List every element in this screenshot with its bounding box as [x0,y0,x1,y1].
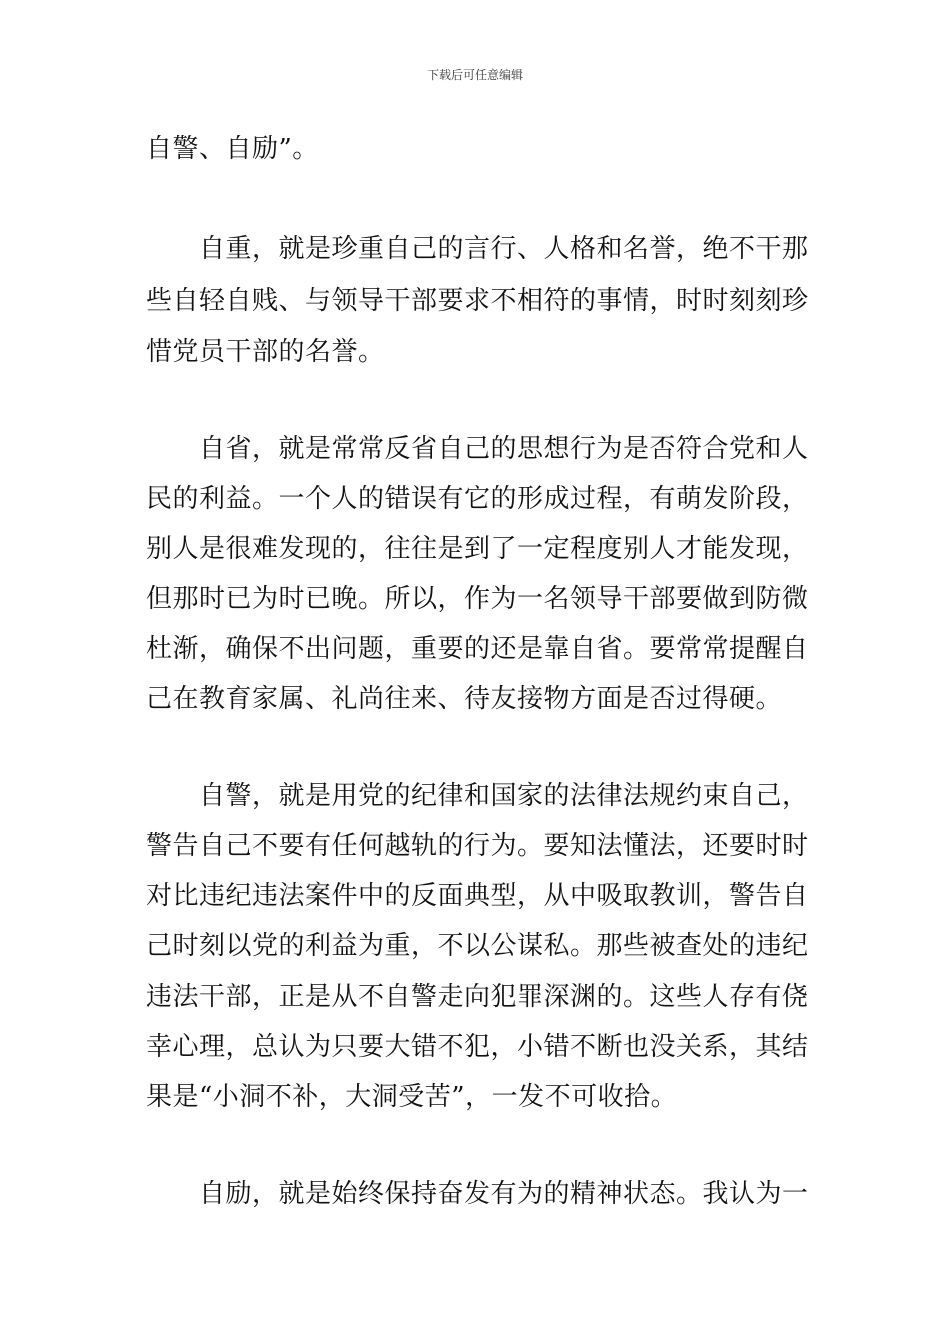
text-line: 杜渐，确保不出问题，重要的还是靠自省。要常常提醒自 [146,634,809,664]
text-line: 惜党员干部的名誉。 [146,337,385,367]
text-line: 别人是很难发现的，往往是到了一定程度别人才能发现， [146,534,809,564]
text-line: 对比违纪违法案件中的反面典型，从中吸取教训，警告自 [146,881,809,911]
text-line: 果是“小洞不补，大洞受苦”，一发不可收拾。 [146,1082,678,1112]
text-line: 自警，就是用党的纪律和国家的法律法规约束自己， [146,781,809,811]
text-line: 警告自己不要有任何越轨的行为。要知法懂法，还要时时 [146,831,809,861]
text-line: 自励，就是始终保持奋发有为的精神状态。我认为一 [146,1179,809,1209]
text-line: 自警、自励”。 [146,134,319,164]
text-line: 些自轻自贱、与领导干部要求不相符的事情，时时刻刻珍 [146,286,809,316]
text-line: 己在教育家属、礼尚往来、待友接物方面是否过得硬。 [146,684,783,714]
text-line: 自重，就是珍重自己的言行、人格和名誉，绝不干那 [146,234,809,264]
text-line: 己时刻以党的利益为重，不以公谋私。那些被查处的违纪 [146,931,809,961]
text-line: 违法干部，正是从不自警走向犯罪深渊的。这些人存有侥 [146,982,809,1012]
text-line: 幸心理，总认为只要大错不犯，小错不断也没关系，其结 [146,1032,809,1062]
page-header-note: 下载后可任意编辑 [426,68,523,82]
text-line: 但那时已为时已晚。所以，作为一名领导干部要做到防微 [146,584,809,614]
text-line: 自省，就是常常反省自己的思想行为是否符合党和人 [146,434,809,464]
text-line: 民的利益。一个人的错误有它的形成过程，有萌发阶段， [146,484,809,514]
